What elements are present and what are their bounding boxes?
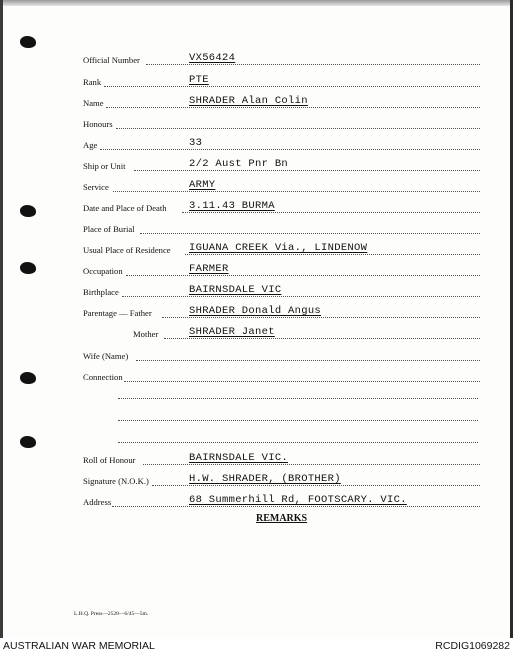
- footer-institution: AUSTRALIAN WAR MEMORIAL: [3, 640, 155, 652]
- field-label: Address: [83, 497, 112, 507]
- field-service: [0, 177, 513, 195]
- field-father: [0, 303, 513, 321]
- field-label: Age: [83, 140, 98, 150]
- field-label: Connection: [83, 372, 123, 382]
- field-label: Rank: [83, 77, 102, 87]
- field-label: Service: [83, 182, 109, 192]
- field-value: SHRADER Janet: [189, 326, 275, 338]
- field-value: 3.11.43 BURMA: [189, 200, 275, 212]
- dotted-line: [140, 233, 480, 234]
- field-death: [0, 198, 513, 216]
- field-value: SHRADER Alan Colin: [189, 95, 308, 107]
- field-age: [0, 135, 513, 153]
- dotted-line: [124, 381, 480, 382]
- field-value: VX56424: [189, 52, 236, 64]
- field-signature: [0, 471, 513, 489]
- field-label: Birthplace: [83, 287, 119, 297]
- dotted-line: [106, 107, 480, 108]
- connection-line-4: [118, 442, 478, 443]
- field-label: Ship or Unit: [83, 161, 126, 171]
- archive-footer: [0, 638, 513, 654]
- dotted-line: [136, 360, 480, 361]
- field-address: [0, 492, 513, 510]
- field-label: Wife (Name): [83, 351, 129, 361]
- dotted-line: [143, 464, 480, 465]
- field-label: Honours: [83, 119, 113, 129]
- dotted-line: [185, 254, 480, 255]
- field-value: ARMY: [189, 179, 216, 191]
- dotted-line: [146, 64, 480, 65]
- field-official-number: [0, 50, 513, 68]
- dotted-line: [182, 212, 480, 213]
- field-value: FARMER: [189, 263, 229, 275]
- field-value: 68 Summerhill Rd, FOOTSCARY. VIC.: [189, 494, 407, 506]
- dotted-line: [162, 317, 480, 318]
- dotted-line: [164, 338, 480, 339]
- field-mother: [0, 324, 513, 342]
- scan-edge-top: [0, 0, 513, 6]
- dotted-line: [134, 170, 480, 171]
- dotted-line: [122, 296, 480, 297]
- field-label: Mother: [133, 329, 159, 339]
- dotted-line: [116, 128, 480, 129]
- dotted-line: [126, 275, 480, 276]
- field-value: PTE: [189, 74, 209, 86]
- field-birthplace: [0, 282, 513, 300]
- field-value: H.W. SHRADER, (BROTHER): [189, 473, 341, 485]
- dotted-line: [113, 191, 480, 192]
- field-value: BAIRNSDALE VIC.: [189, 452, 289, 464]
- dotted-line: [100, 149, 480, 150]
- field-connection: [0, 367, 513, 385]
- dotted-line: [112, 506, 480, 507]
- connection-line-2: [118, 398, 478, 399]
- printer-note: L.H.Q. Press—2528—6/45—5m.: [74, 611, 149, 617]
- field-roll-of-honour: [0, 450, 513, 468]
- field-label: Official Number: [83, 55, 140, 65]
- field-label: Parentage — Father: [83, 308, 152, 318]
- dotted-line: [152, 485, 480, 486]
- connection-line-3: [118, 420, 478, 421]
- field-label: Date and Place of Death: [83, 203, 167, 213]
- dotted-line: [104, 86, 480, 87]
- field-value: BAIRNSDALE VIC: [189, 284, 282, 296]
- field-occupation: [0, 261, 513, 279]
- field-label: Place of Burial: [83, 224, 135, 234]
- field-label: Roll of Honour: [83, 455, 136, 465]
- field-value: SHRADER Donald Angus: [189, 305, 322, 317]
- field-name: [0, 93, 513, 111]
- field-wife: [0, 346, 513, 364]
- field-label: Occupation: [83, 266, 123, 276]
- field-label: Name: [83, 98, 104, 108]
- field-value: IGUANA CREEK Via., LINDENOW: [189, 242, 368, 254]
- field-label: Signature (N.O.K.): [83, 476, 149, 486]
- field-rank: [0, 72, 513, 90]
- field-honours: [0, 114, 513, 132]
- field-label: Usual Place of Residence: [83, 245, 171, 255]
- field-residence: [0, 240, 513, 258]
- footer-record-id: RCDIG1069282: [435, 640, 510, 652]
- remarks-heading: REMARKS: [256, 513, 308, 524]
- punch-hole-5: [20, 436, 36, 448]
- field-value: 33: [189, 137, 203, 149]
- field-value: 2/2 Aust Pnr Bn: [189, 158, 289, 170]
- field-burial: [0, 219, 513, 237]
- punch-hole-1: [20, 36, 36, 48]
- field-ship-or-unit: [0, 156, 513, 174]
